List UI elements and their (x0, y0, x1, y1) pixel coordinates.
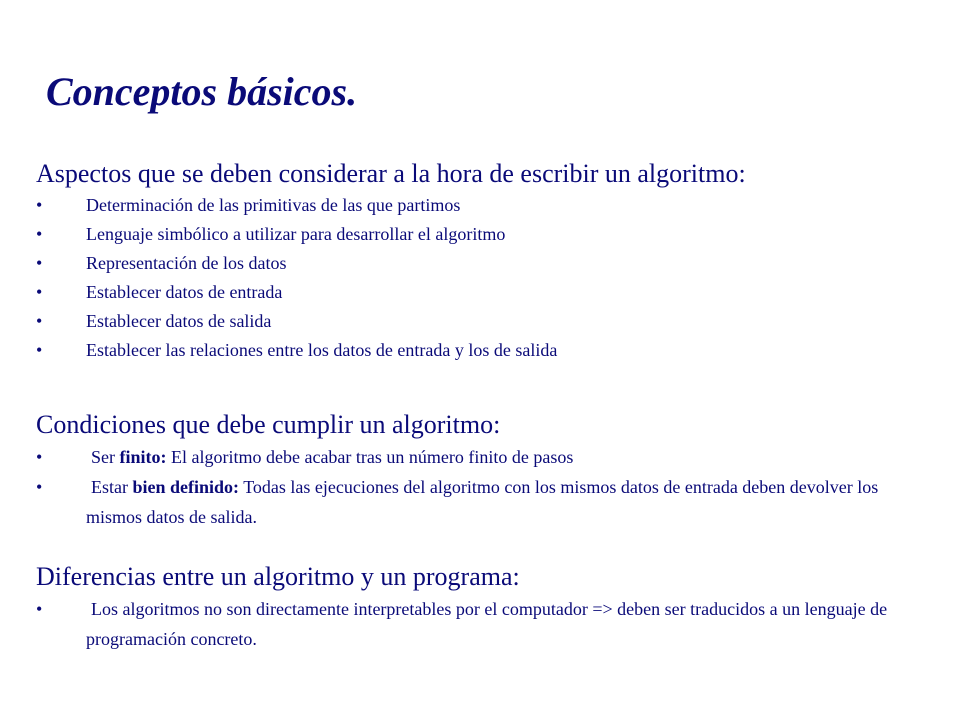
list-item-text: Representación de los datos (86, 253, 287, 273)
list-item-text: Lenguaje simbólico a utilizar para desarrollar el algoritmo (86, 224, 506, 244)
list-item-text: Determinación de las primitivas de las que partimos (86, 195, 461, 215)
section-heading: Condiciones que debe cumplir un algoritmo: (36, 410, 501, 439)
list-item (36, 336, 936, 365)
bullet-icon: • (36, 282, 43, 302)
bold-term: bien definido: (132, 477, 240, 497)
slide-title: Conceptos básicos. (46, 69, 358, 114)
bullet-list (36, 191, 936, 365)
section-heading: Diferencias entre un algoritmo y un programa: (36, 562, 520, 591)
list-item (36, 191, 936, 220)
bullet-icon: • (36, 253, 43, 273)
list-item (36, 278, 936, 307)
bold-term: finito: (119, 447, 167, 467)
bullet-icon: • (36, 447, 43, 467)
list-item (36, 307, 936, 336)
bullet-list (36, 594, 936, 654)
list-item (36, 442, 936, 472)
list-item-text: Establecer datos de salida (86, 311, 272, 331)
list-item-text: Estar bien definido: Todas las ejecuciones del algoritmo con los mismos datos de entrada deben devolver los mismos datos de salida. (86, 477, 879, 527)
list-item-text: Los algoritmos no son directamente interpretables por el computador => deben ser traducidos a un lenguaje de programación concreto. (86, 599, 888, 649)
section-diferencias (36, 560, 936, 654)
bullet-list (36, 442, 936, 532)
list-item-text: Establecer datos de entrada (86, 282, 283, 302)
list-item (36, 594, 936, 654)
list-item-text: Ser finito: El algoritmo debe acabar tras un número finito de pasos (91, 447, 574, 467)
section-aspectos (36, 157, 936, 365)
bullet-icon: • (36, 195, 43, 215)
bullet-icon: • (36, 599, 43, 619)
bullet-icon: • (36, 224, 43, 244)
bullet-icon: • (36, 311, 43, 331)
bullet-icon: • (36, 477, 43, 497)
list-item-text: Establecer las relaciones entre los datos de entrada y los de salida (86, 340, 558, 360)
list-item (36, 249, 936, 278)
section-condiciones (36, 408, 936, 532)
bullet-icon: • (36, 340, 43, 360)
list-item (36, 220, 936, 249)
section-heading: Aspectos que se deben considerar a la hora de escribir un algoritmo: (36, 159, 746, 188)
list-item (36, 472, 936, 532)
